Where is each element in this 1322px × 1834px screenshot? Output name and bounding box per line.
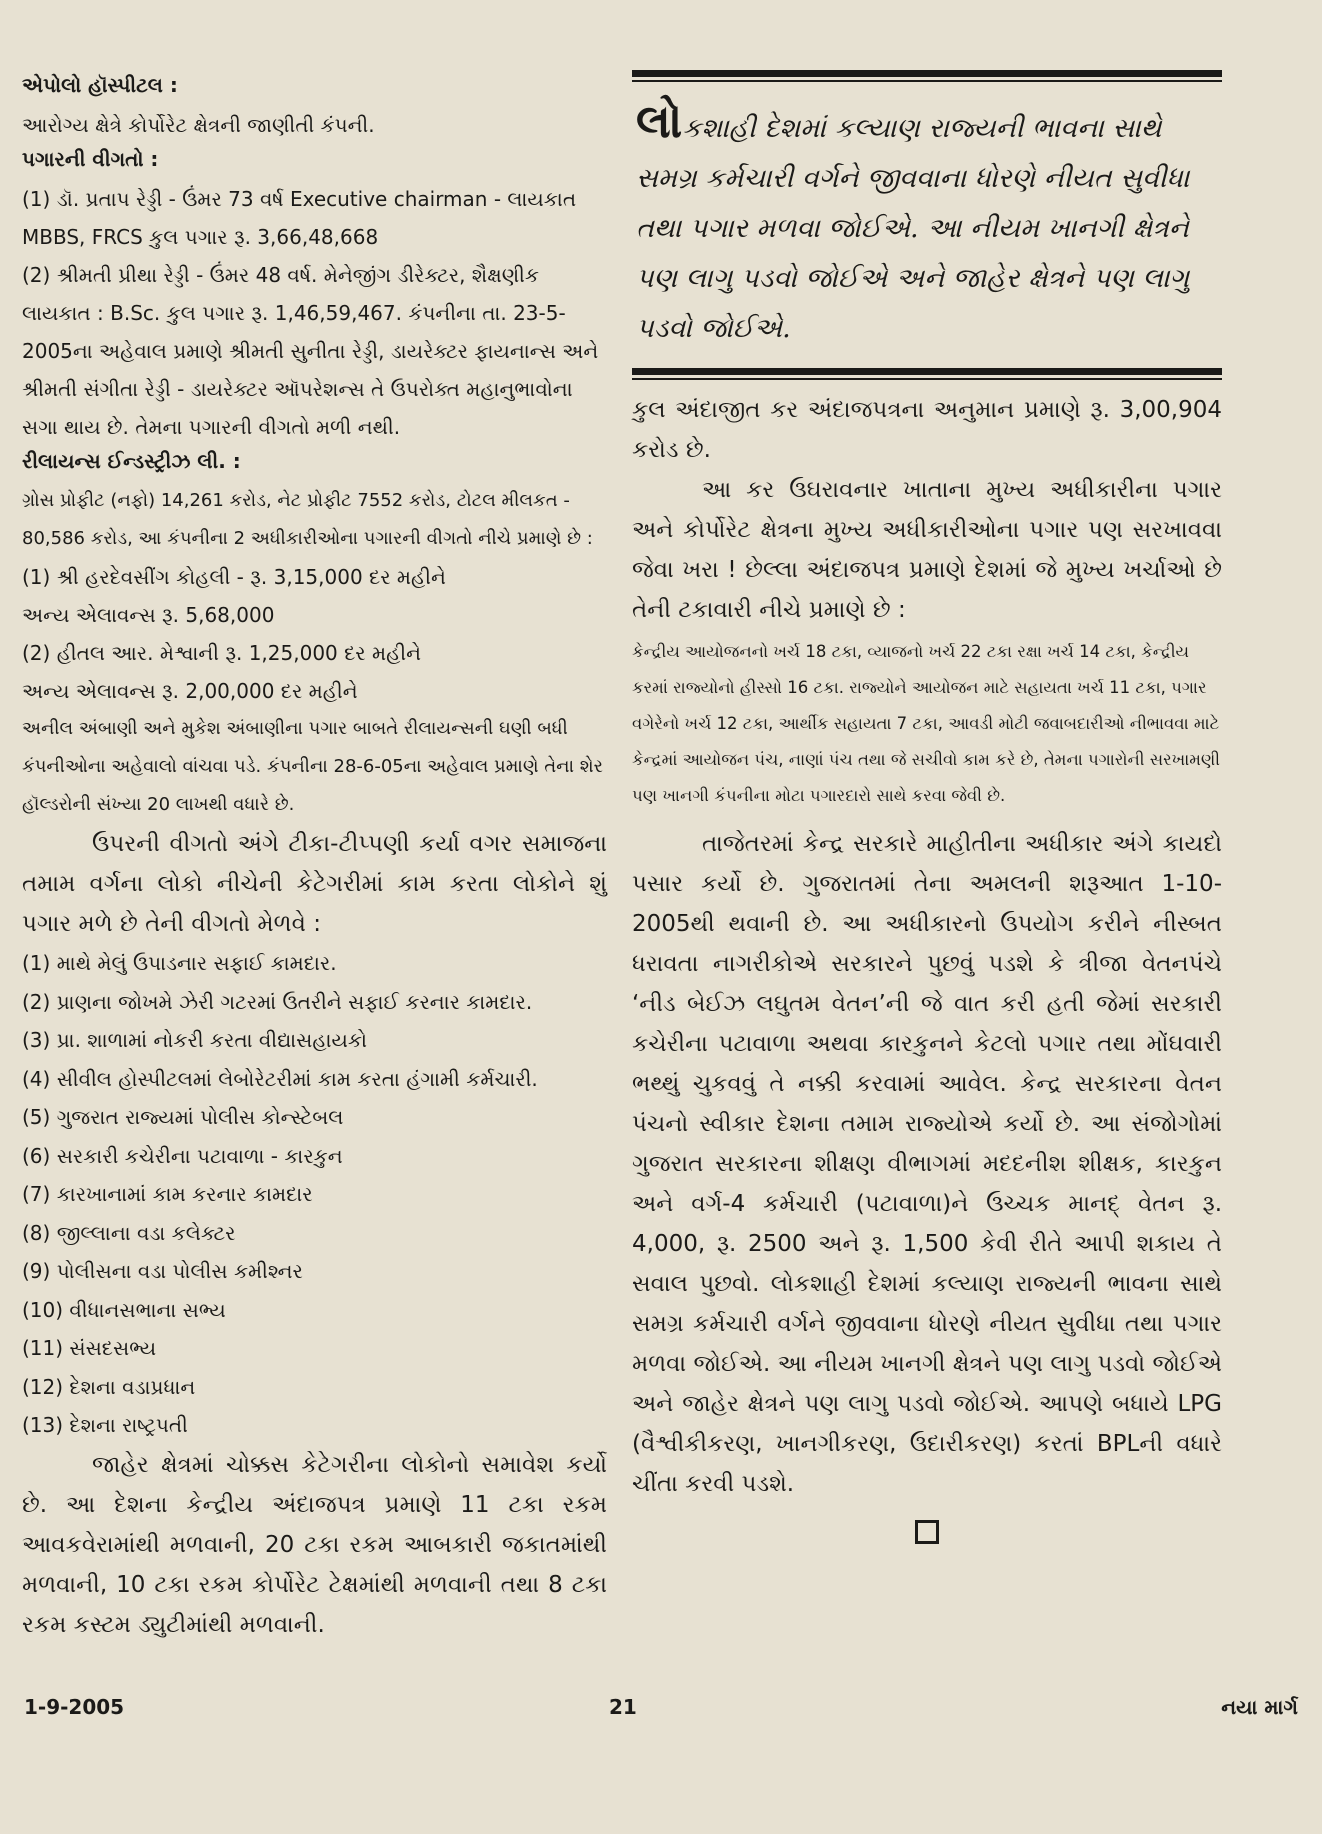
issue-date: 1-9-2005 — [24, 1695, 125, 1719]
pull-quote-dropcap: લો — [636, 94, 683, 148]
tax-paragraph: કુલ અંદાજીત કર અંદાજપત્રના અનુમાન પ્રમાણે રૂ. 3,00,904 કરોડ છે. — [632, 397, 1222, 463]
apollo-item-1: (1) ડૉ. પ્રતાપ રેડ્ડી - ઉંમર 73 વર્ષ Executive chairman - લાયકાત MBBS, FRCS કુલ પગાર રૂ. 3,66,48,668 — [22, 187, 577, 249]
end-mark-icon — [915, 1520, 939, 1544]
salary-heading: પગારની વીગતો : — [22, 147, 159, 171]
list-item: (3) પ્રા. શાળામાં નોકરી કરતા વીદ્યાસહાયકો — [22, 1028, 367, 1052]
reliance-item-1a: (1) શ્રી હરદેવસીંગ કોહલી - રૂ. 3,15,000 દર મહીને — [22, 565, 446, 589]
pullquote-bottom-rule — [632, 368, 1222, 375]
intro-paragraph: ઉપરની વીગતો અંગે ટીકા-ટીપ્પણી કર્યા વગર સમાજના તમામ વર્ગના લોકો નીચેની કેટેગરીમાં કામ કરતા લોકોને શું પગાર મળે છે તેની વીગતો મેળવે : — [22, 831, 607, 937]
apollo-description: આરોગ્ય ક્ષેત્રે કોર્પોરેટ ક્ષેત્રની જાણીતી કંપની. — [22, 113, 375, 137]
apollo-heading: એપોલો હૉસ્પીટલ : — [22, 73, 178, 97]
list-item: (10) વીધાનસભાના સભ્ય — [22, 1297, 226, 1322]
rti-paragraph: તાજેતરમાં કેન્દ્ર સરકારે માહીતીના અધીકાર અંગે કાયદો પસાર કર્યો છે. ગુજરાતમાં તેના અમલની શરૂઆત 1-10-2005થી થવાની છે. આ અધીકારનો ઉપયોગ કરીને નીસ્બત ધરાવતા નાગરીકોએ સરકારને પુછવું પડશે કે ત્રીજા વેતનપંચે ‘નીડ બેઈઝ લઘુતમ વેતન’ની જે વાત કરી હતી જેમાં સરકારી કચેરીના પટાવાળા અથવા કારકુનને કેટલો પગાર તથા મોંઘવારી ભથ્થું ચુકવવું તે નક્કી કરવામાં આવેલ. કેન્દ્ર સરકારના વેતન પંચનો સ્વીકાર દેશના તમામ રાજ્યોએ કર્યો છે. આ સંજોગોમાં ગુજરાત સરકારના શીક્ષણ વીભાગમાં મદદનીશ શીક્ષક, કારકુન અને વર્ગ-4 કર્મચારી (પટાવાળા)ને ઉચ્ચક માનદ્ વેતન રૂ. 4,000, રૂ. 2500 અને રૂ. 1,500 કેવી રીતે આપી શકાય તે સવાલ પુછવો. લોકશાહી દેશમાં કલ્યાણ રાજ્યની ભાવના સાથે સમગ્ર કર્મચારી વર્ગને જીવવાના ધોરણે નીયત સુવીધા તથા પગાર મળવા જોઈએ. આ નીયમ ખાનગી ક્ષેત્રને પણ લાગુ પડવો જોઈએ અને જાહેર ક્ષેત્રને પણ લાગુ પડવો જોઈએ. આપણે બધાયે LPG (વૈશ્વીકીકરણ, ખાનગીકરણ, ઉદારીકરણ) કરતાં BPLની વધારે ચીંતા કરવી પડશે. — [632, 831, 1222, 1497]
category-list — [22, 944, 607, 1445]
list-item: (2) પ્રાણના જોખમે ઝેરી ગટરમાં ઉતરીને સફાઈ કરનાર કામદાર. — [22, 989, 533, 1014]
pullquote-bottom-rule-thin — [632, 378, 1222, 380]
reliance-heading: રીલાયન્સ ઈન્ડસ્ટ્રીઝ લી. : — [22, 449, 241, 473]
right-column — [632, 70, 1222, 1544]
list-item: (9) પોલીસના વડા પોલીસ કમીશ્નર — [22, 1259, 303, 1283]
pull-quote-text: કશાહી દેશમાં કલ્યાણ રાજ્યની ભાવના સાથે સમગ્ર કર્મચારી વર્ગને જીવવાના ધોરણે નીયત સુવીધા તથા પગાર મળવા જોઈએ. આ નીયમ ખાનગી ક્ષેત્રને પણ લાગુ પડવો જોઈએ અને જાહેર ક્ષેત્રને પણ લાગુ પડવો જોઈએ. — [636, 113, 1190, 344]
magazine-name: નયા માર્ગ — [1221, 1695, 1298, 1719]
reliance-note: અનીલ અંબાણી અને મુકેશ અંબાણીના પગાર બાબતે રીલાયન્સની ઘણી બધી કંપનીઓના અહેવાલો વાંચવા પડે. કંપનીના 28-6-05ના અહેવાલ પ્રમાણે તેના શેર હૉલ્ડરોની સંખ્યા 20 લાખથી વધારે છે. — [22, 718, 603, 815]
list-item: (11) સંસદસભ્ય — [22, 1336, 157, 1360]
reliance-description: ગ્રોસ પ્રોફીટ (નફો) 14,261 કરોડ, નેટ પ્રોફીટ 7552 કરોડ, ટોટલ મીલકત - 80,586 કરોડ, આ કંપનીના 2 અધીકારીઓના પગારની વીગતો નીચે પ્રમાણે છે : — [22, 490, 593, 549]
list-item: (4) સીવીલ હોસ્પીટલમાં લેબોરેટરીમાં કામ કરતા હંગામી કર્મચારી. — [22, 1066, 538, 1091]
list-item: (6) સરકારી કચેરીના પટાવાળા - કારકુન — [22, 1143, 343, 1168]
list-item: (8) જીલ્લાના વડા કલેક્ટર — [22, 1220, 236, 1245]
expense-note: કેન્દ્રીય આયોજનનો ખર્ચ 18 ટકા, વ્યાજનો ખર્ચ 22 ટકા રક્ષા ખર્ચ 14 ટકા, કેન્દ્રીય કરમાં રાજ્યોનો હીસ્સો 16 ટકા. રાજ્યોને આયોજન માટે સહાયતા ખર્ચ 11 ટકા, પગાર વગેરેનો ખર્ચ 12 ટકા, આર્થીક સહાયતા 7 ટકા, આવડી મોટી જવાબદારીઓ નીભાવવા માટે કેન્દ્રમાં આયોજન પંચ, નાણાં પંચ તથા જે સચીવો કામ કરે છે, તેમના પગારોની સરખામણી પણ ખાનગી કંપનીના મોટા પગારદારો સાથે કરવા જેવી છે. — [632, 642, 1220, 805]
pullquote-top-rule — [632, 70, 1222, 77]
compare-paragraph: આ કર ઉઘરાવનાર ખાતાના મુખ્ય અધીકારીના પગાર અને કોર્પોરેટ ક્ષેત્રના મુખ્ય અધીકારીઓના પગાર પણ સરખાવવા જેવા ખરા ! છેલ્લા અંદાજપત્ર પ્રમાણે દેશમાં જે મુખ્ય ખર્ચાઓ છે તેની ટકાવારી નીચે પ્રમાણે છે : — [632, 477, 1222, 623]
page-number: 21 — [609, 1695, 637, 1719]
list-item: (5) ગુજરાત રાજ્યમાં પોલીસ કોન્સ્ટેબલ — [22, 1105, 344, 1129]
apollo-item-2: (2) શ્રીમતી પ્રીથા રેડ્ડી - ઉંમર 48 વર્ષ. મેનેજીંગ ડીરેક્ટર, શૈક્ષણીક લાયકાત : B.Sc. કુલ પગાર રૂ. 1,46,59,467. કંપનીના તા. 23-5-2005ના અહેવાલ પ્રમાણે શ્રીમતી સુનીતા રેડ્ડી, ડાયરેક્ટર ફાયનાન્સ અને શ્રીમતી સંગીતા રેડ્ડી - ડાયરેક્ટર ઑપરેશન્સ તે ઉપરોક્ત મહાનુભાવોના સગા થાય છે. તેમના પગારની વીગતો મળી નથી. — [22, 263, 599, 439]
list-item: (7) કારખાનામાં કામ કરનાર કામદાર — [22, 1182, 313, 1206]
pullquote-top-rule-thin — [632, 80, 1222, 82]
list-item: (13) દેશના રાષ્ટ્રપતી — [22, 1413, 188, 1437]
pull-quote — [632, 96, 1222, 354]
reliance-item-1b: અન્ય એલાવન્સ રૂ. 5,68,000 — [22, 603, 275, 627]
list-item: (12) દેશના વડાપ્રધાન — [22, 1374, 196, 1399]
reliance-item-2b: અન્ય એલાવન્સ રૂ. 2,00,000 દર મહીને — [22, 679, 358, 703]
left-column — [22, 70, 607, 1645]
reliance-item-2a: (2) હીતલ આર. મેશ્વાની રૂ. 1,25,000 દર મહીને — [22, 641, 421, 665]
list-item: (1) માથે મેલું ઉપાડનાર સફાઈ કામદાર. — [22, 951, 337, 975]
budget-paragraph: જાહેર ક્ષેત્રમાં ચોક્કસ કેટેગરીના લોકોનો સમાવેશ કર્યો છે. આ દેશના કેન્દ્રીય અંદાજપત્ર પ્રમાણે 11 ટકા રકમ આવકવેરામાંથી મળવાની, 20 ટકા રકમ આબકારી જકાતમાંથી મળવાની, 10 ટકા રકમ કોર્પોરેટ ટેક્ષમાંથી મળવાની તથા 8 ટકા રકમ કસ્ટમ ડ્યુટીમાંથી મળવાની. — [22, 1451, 607, 1638]
